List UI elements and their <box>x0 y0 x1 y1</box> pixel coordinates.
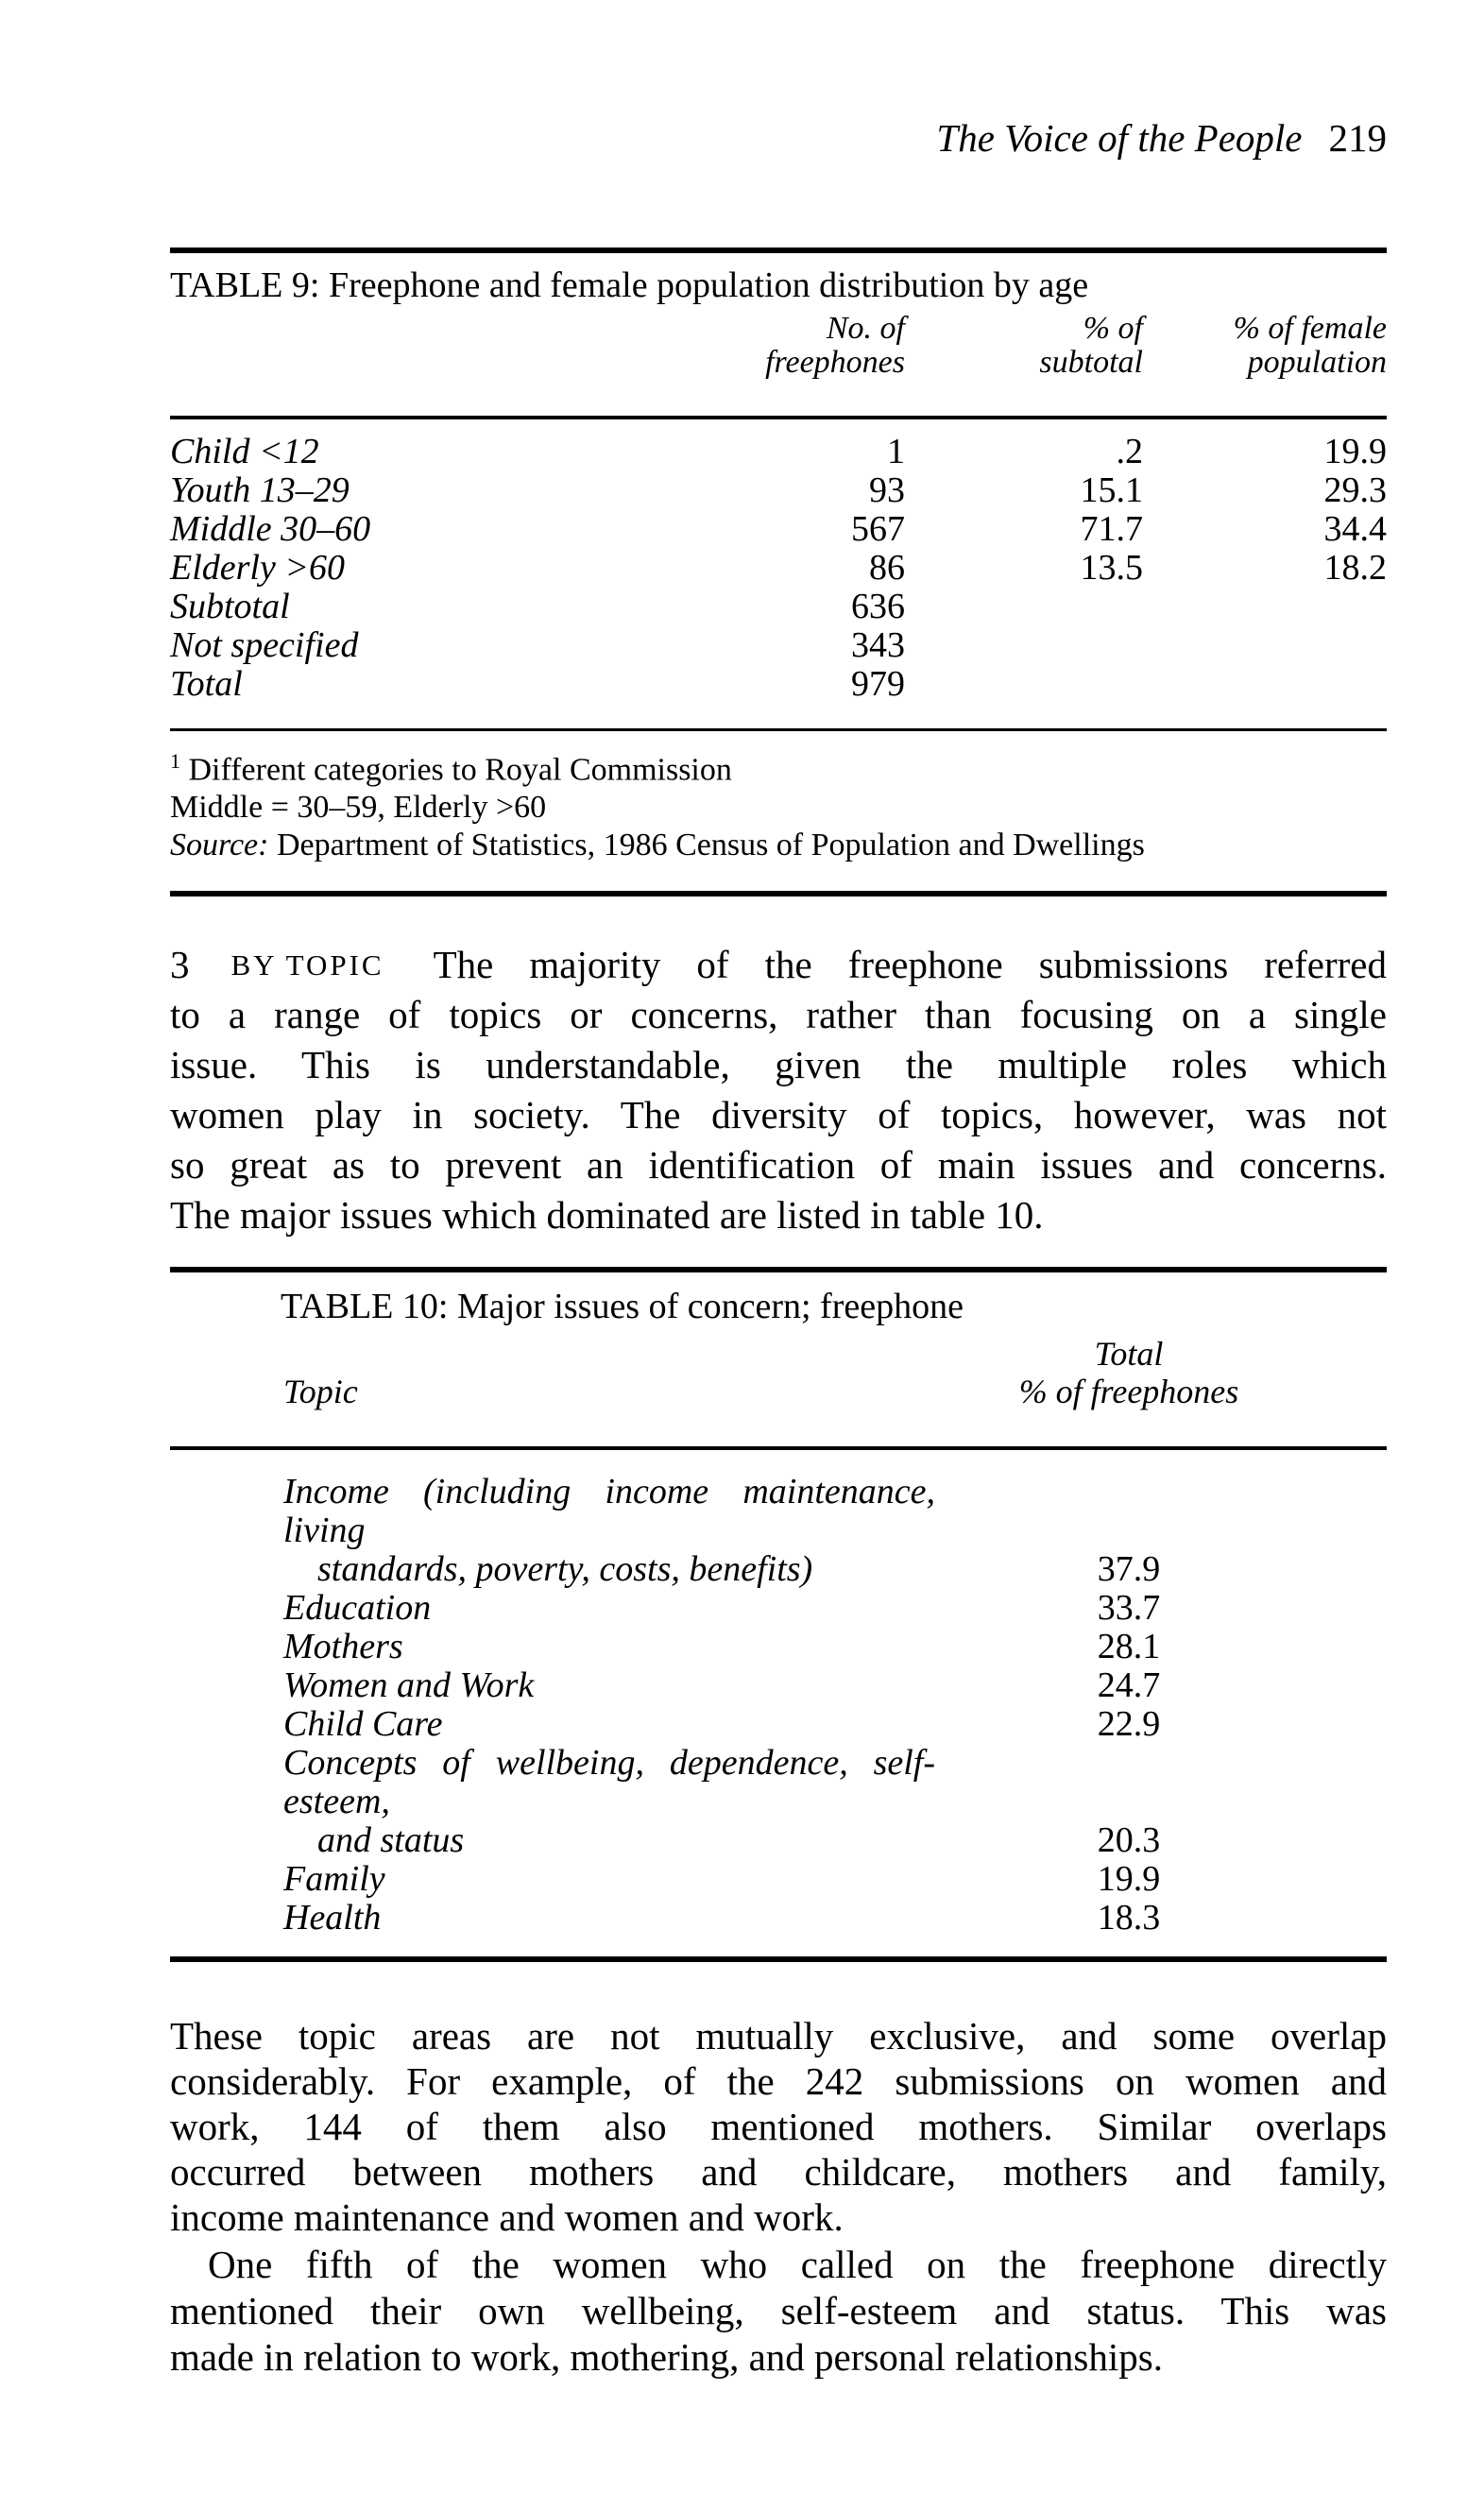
column-header-subtotal <box>905 312 1143 380</box>
topic-line: Concepts of wellbeing, dependence, self-esteem, <box>283 1743 935 1822</box>
cell-subtotal: 71.7 <box>1080 509 1143 549</box>
footnote-1 <box>170 743 1387 789</box>
text-line: women play in society. The diversity of topics, however, was not <box>170 1093 1387 1137</box>
row-label <box>170 1666 1014 1705</box>
column-header-line: subtotal <box>1039 345 1143 380</box>
table9 <box>170 248 1387 896</box>
source-text: Department of Statistics, 1986 Census of Population and Dwellings <box>268 828 1145 863</box>
table-row <box>170 1666 1244 1705</box>
table-row <box>170 510 1387 549</box>
column-header-female-population <box>1143 312 1387 380</box>
column-header-line: freephones <box>765 345 905 380</box>
table10-bottom-rule <box>170 1956 1387 1962</box>
topic-line: Health <box>283 1898 382 1938</box>
cell-female-population: 19.9 <box>1323 432 1387 471</box>
book-chapter-title: The Voice of the People <box>936 116 1303 160</box>
text-line <box>170 940 1387 990</box>
table-row <box>170 665 1387 704</box>
cell-female-population <box>1143 626 1387 665</box>
row-label: Child <12 <box>170 432 319 471</box>
row-label <box>170 1473 1014 1589</box>
cell-percent: 19.9 <box>1097 1859 1161 1900</box>
table9-body <box>170 433 1387 704</box>
column-header-line: No. of <box>826 311 905 346</box>
footnote-marker: 1 <box>170 749 180 773</box>
page-number: 219 <box>1328 116 1387 160</box>
cell-freephones: 1 <box>887 432 905 471</box>
text-line: made in relation to work, mothering, and personal relationships. <box>170 2335 1163 2380</box>
cell-percent: 18.3 <box>1097 1898 1161 1938</box>
page-content <box>0 115 1484 2381</box>
cell-freephones: 636 <box>851 587 905 626</box>
cell-freephones: 343 <box>851 625 905 665</box>
text-line: These topic areas are not mutually exclusive, and some overlap <box>170 2014 1387 2058</box>
table-row <box>170 549 1387 588</box>
cell-subtotal: .2 <box>1116 432 1143 471</box>
table10-column-headers <box>170 1335 1244 1410</box>
column-header-total-freephones <box>1014 1335 1244 1410</box>
table9-footnotes <box>170 743 1387 864</box>
column-header-freephones <box>697 312 905 380</box>
column-header-line: population <box>1247 345 1387 380</box>
source-note <box>170 827 1387 864</box>
text-line-rest: The majority of the freephone submissions referred <box>433 943 1387 987</box>
cell-female-population <box>1143 588 1387 626</box>
table-row <box>170 626 1387 665</box>
row-label: Subtotal <box>170 587 290 626</box>
table-row <box>170 1589 1244 1628</box>
topic-line: Child Care <box>283 1704 443 1745</box>
table10-top-rule <box>170 1267 1387 1272</box>
table-row <box>170 433 1387 471</box>
text-line: mentioned their own wellbeing, self-esteem and status. This was <box>170 2289 1387 2333</box>
topic-line: Income (including income maintenance, living <box>283 1472 935 1551</box>
text-line: work, 144 of them also mentioned mothers. Similar overlaps <box>170 2105 1387 2149</box>
row-label: Total <box>170 664 243 704</box>
row-label <box>170 1589 1014 1628</box>
cell-freephones: 86 <box>869 548 905 588</box>
table9-column-headers <box>170 312 1387 380</box>
row-label <box>170 1860 1014 1899</box>
row-label: Not specified <box>170 625 359 665</box>
cell-subtotal <box>905 665 1143 704</box>
table9-footnote-rule <box>170 728 1387 731</box>
cell-female-population: 18.2 <box>1323 548 1387 588</box>
table-row <box>170 1628 1244 1666</box>
cell-freephones: 979 <box>851 664 905 704</box>
paragraph-by-topic <box>170 940 1387 1240</box>
table10-header-rule <box>170 1446 1387 1450</box>
cell-subtotal: 13.5 <box>1080 548 1143 588</box>
table9-top-rule <box>170 248 1387 253</box>
cell-subtotal: 15.1 <box>1080 470 1143 510</box>
cell-percent: 24.7 <box>1097 1665 1161 1706</box>
text-line: income maintenance and women and work. <box>170 2195 844 2240</box>
cell-female-population: 29.3 <box>1323 470 1387 510</box>
cell-percent: 28.1 <box>1097 1627 1161 1667</box>
column-header-line: Total <box>1094 1335 1164 1374</box>
row-label <box>170 1744 1014 1860</box>
cell-percent: 20.3 <box>1097 1820 1161 1861</box>
cell-percent: 37.9 <box>1097 1549 1161 1590</box>
cell-female-population: 34.4 <box>1323 509 1387 549</box>
table9-bottom-rule <box>170 891 1387 896</box>
text-line: The major issues which dominated are listed in table 10. <box>170 1193 1044 1238</box>
table-row <box>170 1473 1244 1589</box>
cell-percent: 22.9 <box>1097 1704 1161 1745</box>
table9-caption: TABLE 9: Freephone and female population distribution by age <box>170 265 1089 305</box>
table9-header-rule <box>170 416 1387 419</box>
text-line: considerably. For example, of the 242 submissions on women and <box>170 2059 1387 2104</box>
cell-female-population <box>1143 665 1387 704</box>
row-label: Youth 13–29 <box>170 470 350 510</box>
table10-body <box>170 1473 1387 1938</box>
section-number: 3 <box>170 943 190 987</box>
text-line: One fifth of the women who called on the freephone directly <box>208 2243 1387 2287</box>
cell-freephones: 567 <box>851 509 905 549</box>
column-header-topic: Topic <box>283 1373 358 1411</box>
topic-line: Education <box>283 1588 432 1629</box>
row-label <box>170 1899 1014 1938</box>
column-header-line: % of <box>1083 311 1143 346</box>
row-label <box>170 1705 1014 1744</box>
topic-line: and status <box>317 1820 465 1861</box>
table-row <box>170 471 1387 510</box>
source-label: Source: <box>170 828 269 863</box>
topic-line: Mothers <box>283 1627 403 1667</box>
text-line: issue. This is understandable, given the multiple roles which <box>170 1043 1387 1087</box>
running-head <box>170 115 1387 161</box>
text-line: so great as to prevent an identification of main issues and concerns. <box>170 1143 1387 1187</box>
table-row <box>170 1705 1244 1744</box>
row-label: Middle 30–60 <box>170 509 371 549</box>
table-row <box>170 588 1387 626</box>
topic-line: Women and Work <box>283 1665 535 1706</box>
footnote-text: Different categories to Royal Commission <box>188 752 732 788</box>
row-label <box>170 1628 1014 1666</box>
table-row <box>170 1899 1244 1938</box>
cell-subtotal <box>905 588 1143 626</box>
column-header-line: % of female <box>1233 311 1387 346</box>
paragraph-overlaps <box>170 2013 1387 2240</box>
cell-percent: 33.7 <box>1097 1588 1161 1629</box>
text-line: to a range of topics or concerns, rather than focusing on a single <box>170 993 1387 1037</box>
cell-subtotal <box>905 626 1143 665</box>
cell-freephones: 93 <box>869 470 905 510</box>
table-row <box>170 1744 1244 1860</box>
topic-line: standards, poverty, costs, benefits) <box>317 1549 813 1590</box>
row-label: Elderly >60 <box>170 548 345 588</box>
topic-line: Family <box>283 1859 385 1900</box>
table10-caption: TABLE 10: Major issues of concern; freephone <box>281 1287 964 1327</box>
column-header-line: % of freephones <box>1018 1373 1239 1411</box>
section-heading: BY TOPIC <box>230 948 384 982</box>
table-row <box>170 1860 1244 1899</box>
footnote-2: Middle = 30–59, Elderly >60 <box>170 790 547 826</box>
text-line: occurred between mothers and childcare, mothers and family, <box>170 2150 1387 2194</box>
table10 <box>170 1267 1387 1962</box>
paragraph-one-fifth <box>170 2242 1387 2381</box>
